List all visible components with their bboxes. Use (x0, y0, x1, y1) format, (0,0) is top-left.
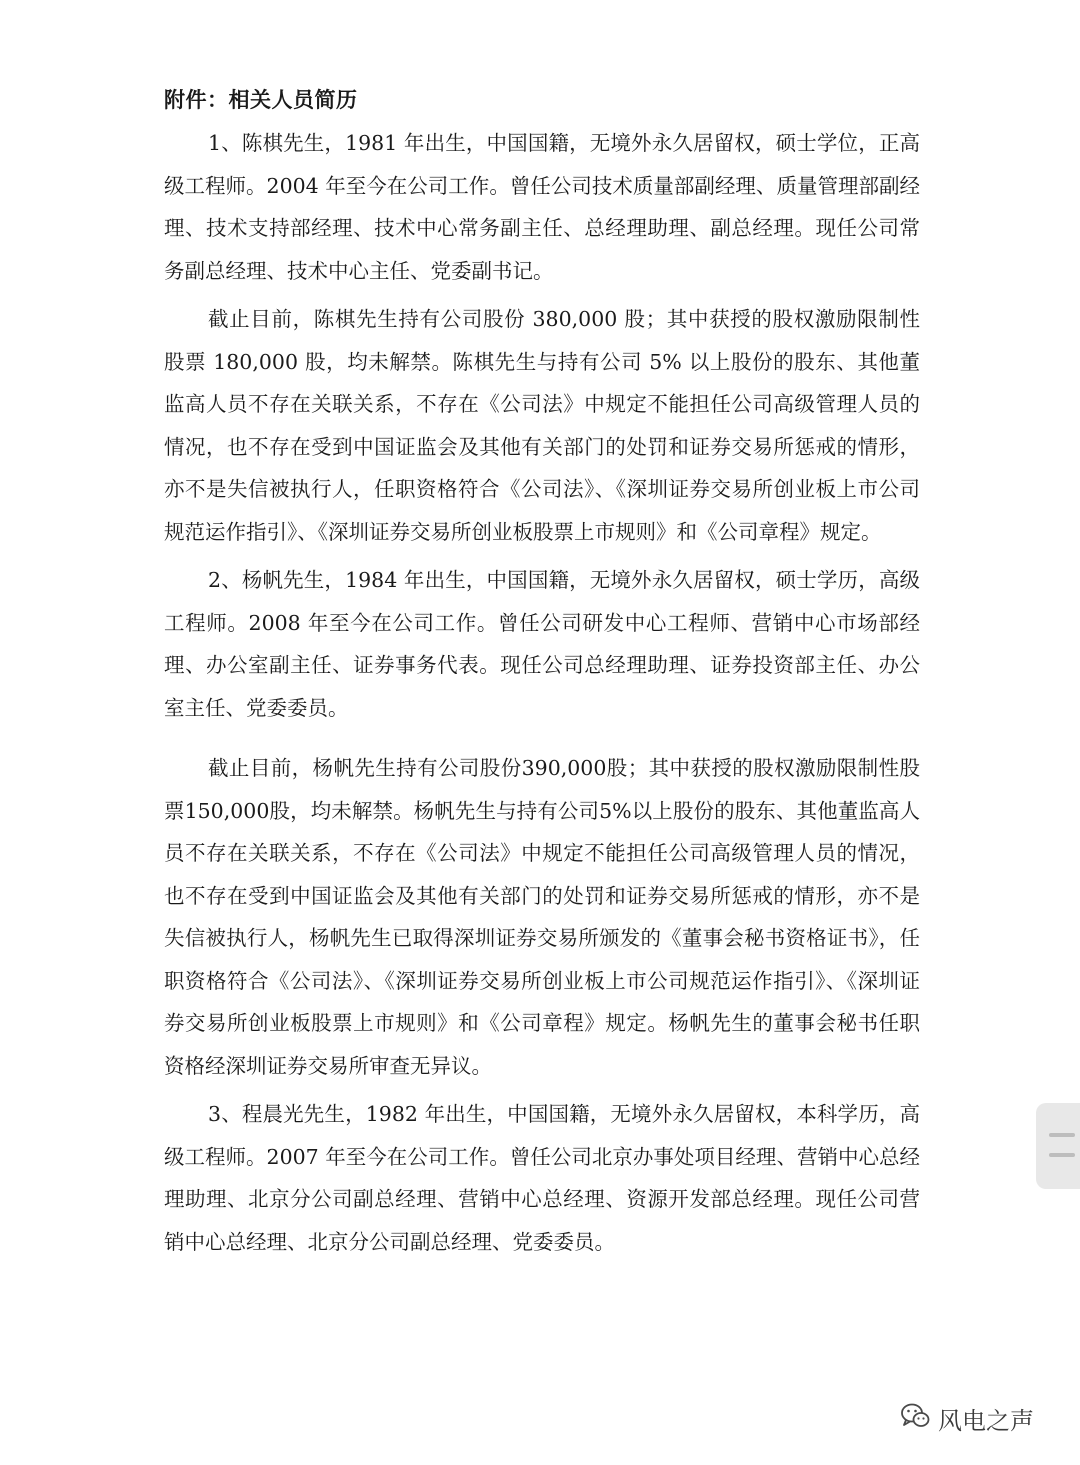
attachment-heading: 附件：相关人员简历 (164, 88, 358, 112)
watermark (900, 1396, 1034, 1440)
watermark-text: 风电之声 (938, 1406, 1034, 1435)
shareholding-paragraph-yang-fan: 截止目前，杨帆先生持有公司股份390,000股；其中获授的股权激励限制性股票150,000股，均未解禁。杨帆先生与持有公司5%以上股份的股东、其他董监高人员不存在关联关系，不存在《公司法》中规定不能担任公司高级管理人员的情况，也不存在受到中国证监会及其他有关部门的处罚和证券交易所惩戒的情形，亦不是失信被执行人，杨帆先生已取得深圳证券交易所颁发的《董事会秘书资格证书》，任职资格符合《公司法》、《深圳证券交易所创业板上市公司规范运作指引》、《深圳证券交易所创业板股票上市规则》和《公司章程》规定。杨帆先生的董事会秘书任职资格经深圳证券交易所审查无异议。 (164, 756, 920, 1078)
resume-paragraph-chen-qi: 1、陈棋先生，1981 年出生，中国国籍，无境外永久居留权，硕士学位，正高级工程师。2004 年至今在公司工作。曾任公司技术质量部副经理、质量管理部副经理、技术支持部经理、技术中心常务副主任、总经理助理、副总经理。现任公司常务副总经理、技术中心主任、党委副书记。 (164, 131, 920, 283)
wechat-icon (900, 1402, 930, 1434)
resume-paragraph-yang-fan: 2、杨帆先生，1984 年出生，中国国籍，无境外永久居留权，硕士学历，高级工程师。2008 年至今在公司工作。曾任公司研发中心工程师、营销中心市场部经理、办公室副主任、证券事务代表。现任公司总经理助理、证券投资部主任、办公室主任、党委委员。 (164, 568, 920, 720)
document-page (164, 84, 920, 1269)
side-menu-handle[interactable] (1036, 1103, 1080, 1189)
resume-paragraph-cheng-chenguang: 3、程晨光先生，1982 年出生，中国国籍，无境外永久居留权，本科学历，高级工程师。2007 年至今在公司工作。曾任公司北京办事处项目经理、营销中心总经理助理、北京分公司副总经理、营销中心总经理、资源开发部总经理。现任公司营销中心总经理、北京分公司副总经理、党委委员。 (164, 1102, 920, 1254)
shareholding-paragraph-chen-qi: 截止目前，陈棋先生持有公司股份 380,000 股；其中获授的股权激励限制性股票 180,000 股，均未解禁。陈棋先生与持有公司 5% 以上股份的股东、其他董监高人员不存在关联关系，不存在《公司法》中规定不能担任公司高级管理人员的情况，也不存在受到中国证监会及其他有关部门的处罚和证券交易所惩戒的情形，亦不是失信被执行人，任职资格符合《公司法》、《深圳证券交易所创业板上市公司规范运作指引》、《深圳证券交易所创业板股票上市规则》和《公司章程》规定。 (164, 307, 920, 544)
